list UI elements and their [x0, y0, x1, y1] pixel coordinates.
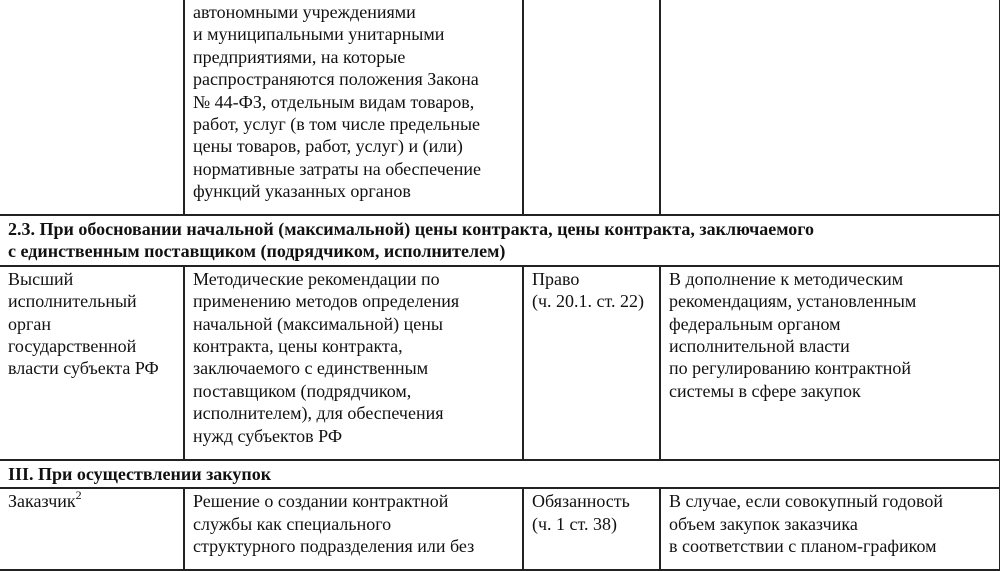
text-line: нормативные затраты на обеспечение	[193, 158, 482, 179]
section-row-3	[0, 460, 1000, 488]
cell-description	[184, 0, 523, 215]
cell-note	[660, 266, 1000, 460]
text-line: власти субъекта РФ	[8, 358, 159, 379]
table-row	[0, 266, 1000, 460]
heading-line: III. При осуществлении закупок	[8, 463, 272, 484]
text-line	[8, 490, 176, 512]
text-line: государственной	[8, 336, 137, 357]
heading-line: 2.3. При обосновании начальной (максимальной) цены контракта, цены контракта, заключаемого	[8, 219, 815, 239]
text-line: Методические рекомендации по	[193, 268, 440, 289]
text-line: и муниципальными унитарными	[193, 24, 445, 45]
text-line: цены товаров, работ, услуг) и (или)	[193, 136, 463, 157]
text-line: объем закупок заказчика	[669, 513, 858, 534]
text-line: нужд субъектов РФ	[193, 425, 343, 446]
table-row	[0, 0, 1000, 215]
text-line: № 44-ФЗ, отдельным видам товаров,	[193, 91, 475, 112]
section-row-2-3	[0, 215, 1000, 266]
text-line: исполнителем), для обеспечения	[193, 403, 444, 424]
text-line: функций указанных органов	[193, 181, 411, 202]
text-line: структурного подразделения или без	[193, 536, 475, 557]
text-line: автономными учреждениями	[193, 2, 416, 22]
text-line: федеральным органом	[669, 313, 841, 334]
section-heading	[0, 460, 1000, 488]
text-line: применению методов определения	[193, 291, 460, 312]
text-line: орган	[8, 313, 52, 334]
heading-line: с единственным поставщиком (подрядчиком, исполнителем)	[8, 241, 506, 262]
text-line: Обязанность	[532, 491, 630, 512]
cell-subject	[0, 266, 184, 460]
cell-subject	[0, 0, 184, 215]
text-line: работ, услуг (в том числе предельные	[193, 114, 481, 135]
text-line: Высший	[8, 268, 74, 289]
text-line: в соответствии с планом-графиком	[669, 536, 937, 557]
cell-status	[523, 266, 660, 460]
text-line: Право	[532, 268, 580, 289]
text-line: поставщиком (подрядчиком,	[193, 380, 412, 401]
text-line: В случае, если совокупный годовой	[669, 491, 943, 512]
text-line: контракта, цены контракта,	[193, 336, 403, 357]
text-line: (ч. 20.1. ст. 22)	[532, 291, 645, 312]
text-line: по регулированию контрактной	[669, 358, 911, 379]
section-heading	[0, 215, 1000, 266]
text-line: Решение о создании контрактной	[193, 491, 449, 512]
text-line: предприятиями, на которые	[193, 46, 406, 67]
footnote-marker: 2	[75, 488, 82, 503]
text-line: (ч. 1 ст. 38)	[532, 513, 618, 534]
text-line: распространяются положения Закона	[193, 69, 479, 90]
cell-description	[184, 266, 523, 460]
subject-label: Заказчик	[8, 491, 76, 512]
text-line: заключаемого с единственным	[193, 358, 429, 379]
cell-note	[660, 0, 1000, 215]
text-line: исполнительной власти	[669, 336, 850, 357]
text-line: системы в сфере закупок	[669, 380, 861, 401]
text-line: рекомендациям, установленным	[669, 291, 917, 312]
cell-status	[523, 0, 660, 215]
text-line: службы как специального	[193, 513, 392, 534]
text-line: В дополнение к методическим	[669, 268, 904, 289]
text-line: исполнительный	[8, 291, 137, 312]
text-line: начальной (максимальной) цены	[193, 313, 443, 334]
